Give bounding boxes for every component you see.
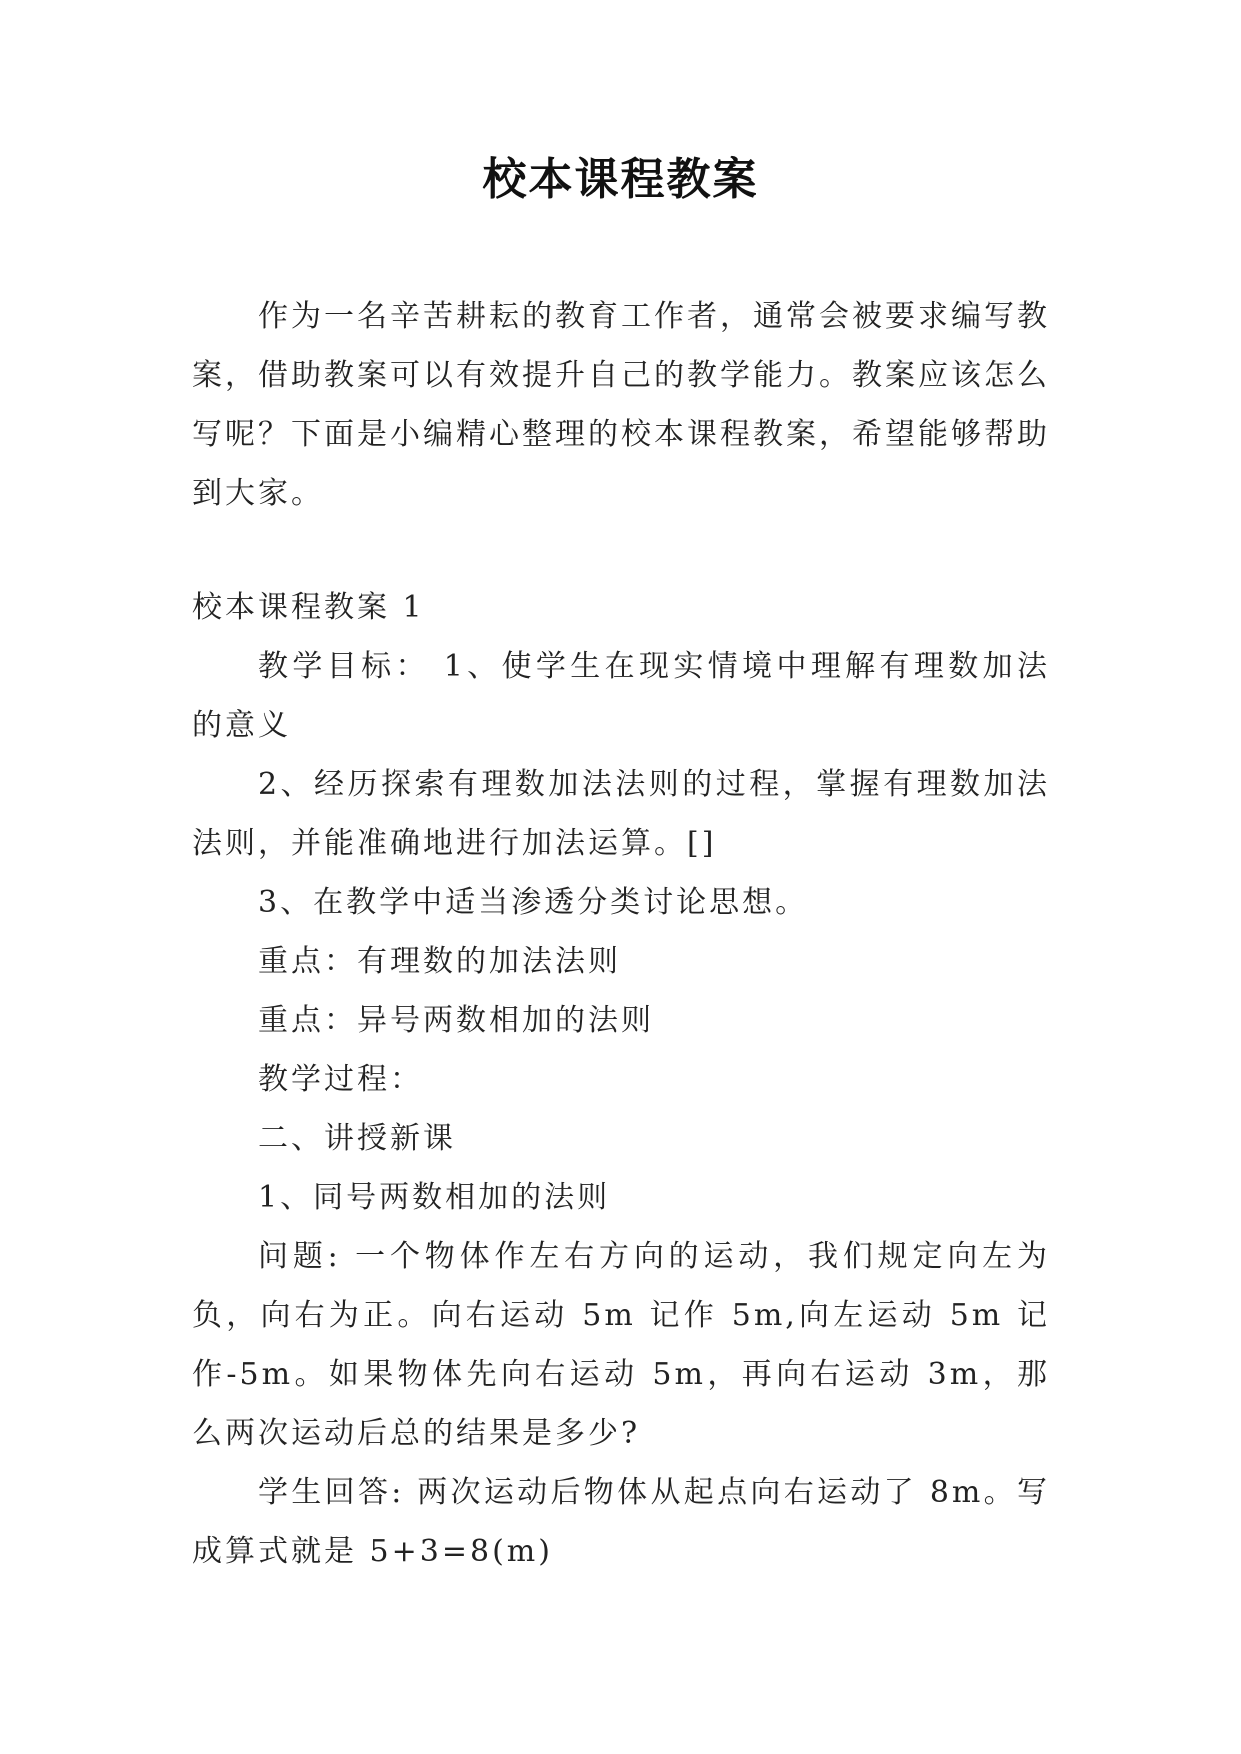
teaching-process-paragraph: 教学过程： [258, 1062, 423, 1097]
difficulty-paragraph: 重点：异号两数相加的法则 [258, 1003, 654, 1038]
objective-3-paragraph: 3、在教学中适当渗透分类讨论思想。 [258, 885, 809, 920]
intro-paragraph: 作为一名辛苦耕耘的教育工作者，通常会被要求编写教案，借助教案可以有效提升自己的教学能力。教案应该怎么写呢？下面是小编精心整理的校本课程教案，希望能够帮助到大家。 [192, 299, 1050, 511]
paragraph-gap [192, 523, 1050, 578]
teaching-objective-paragraph: 教学目标： 1、使学生在现实情境中理解有理数加法的意义 [192, 649, 1050, 743]
new-lesson-heading: 二、讲授新课 [258, 1121, 456, 1156]
key-point-paragraph: 重点：有理数的加法法则 [258, 944, 621, 979]
student-answer-paragraph: 学生回答: 两次运动后物体从起点向右运动了 8m。写成算式就是 5+3=8(m) [192, 1475, 1050, 1569]
document-body [192, 287, 1050, 1581]
section-heading: 校本课程教案 1 [192, 590, 425, 625]
objective-2-paragraph: 2、经历探索有理数加法法则的过程，掌握有理数加法法则，并能准确地进行加法运算。[] [192, 767, 1050, 861]
rule-heading: 1、同号两数相加的法则 [258, 1180, 611, 1215]
document-title: 校本课程教案 [482, 154, 759, 205]
question-paragraph: 问题: 一个物体作左右方向的运动，我们规定向左为负，向右为正。向右运动 5m 记作 5m,向左运动 5m 记作-5m。如果物体先向右运动 5m，再向右运动 3m，那么两次运动后总的结果是多少? [192, 1239, 1050, 1451]
